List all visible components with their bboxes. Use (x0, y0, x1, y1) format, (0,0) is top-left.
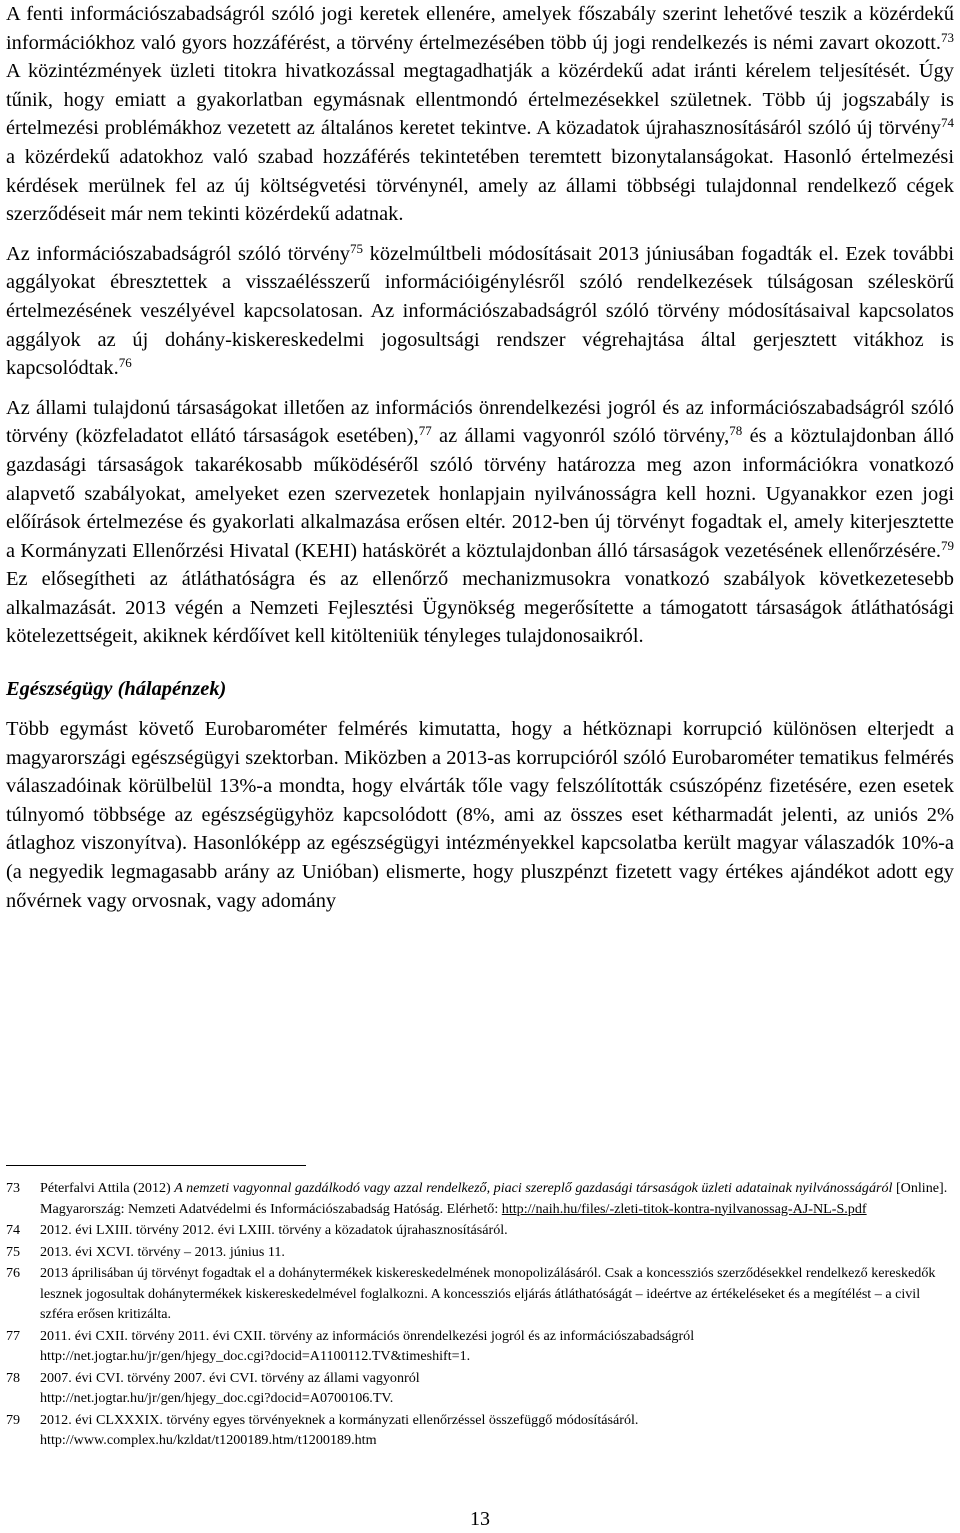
footnote-74 (6, 1220, 954, 1241)
footnote-text: 2013. évi XCVI. törvény – 2013. június 11. (40, 1243, 285, 1260)
footnote-ref-79[interactable]: 79 (941, 537, 954, 553)
paragraph-text: az állami vagyonról szóló törvény, (431, 425, 730, 448)
footnote-text: 2007. évi CVI. törvény 2007. évi CVI. törvény az állami vagyonról http://net.jogtar.hu/jr/gen/hjegy_doc.cgi?docid=A0700106.TV. (40, 1369, 420, 1406)
footnote-ref-73[interactable]: 73 (941, 29, 954, 45)
footnote-number: 76 (6, 1265, 21, 1281)
footnote-ref-75[interactable]: 75 (349, 240, 363, 256)
paragraph-text: Az állami tulajdonú társaságokat illetően az információs önrendelkezési jogról és az információszabadságról szóló törvény (közfeladatot ellátó társaságok esetében), (6, 396, 954, 448)
footnote-77 (6, 1326, 954, 1367)
footnote-ref-78[interactable]: 78 (729, 423, 743, 439)
paragraph-text: A fenti információszabadságról szóló jogi keretek ellenére, amelyek főszabály szerint lehetővé teszik a közérdekű információkhoz való gyors hozzáférést, a törvény értelmezésében több új jogi rendelkezés is némi zavart okozott. (6, 3, 954, 54)
paragraph-text: a közérdekű adatokhoz való szabad hozzáférés tekintetében teremtett bizonytalanságokat. Hasonló értelmezési kérdések merülnek fel az új költségvetési törvénynél, amely az állami többségi tulajdonnal rendelkező cégek szerződéseit már nem tekinti közérdekű adatnak. (6, 145, 954, 226)
footnote-text: 2012. évi CLXXXIX. törvény egyes törvényeknek a kormányzati ellenőrzéssel összefüggő módosításáról. http://www.complex.hu/kzldat/t1200189.htm/t1200189.htm (40, 1411, 639, 1448)
paragraph-text: Az információszabadságról szóló törvény (6, 242, 350, 265)
footnote-title: A nemzeti vagyonnal gazdálkodó vagy azzal rendelkező, piaci szereplő gazdasági társaságok üzleti adatainak nyilvánosságáról (174, 1180, 893, 1196)
paragraph-text: A közintézmények üzleti titokra hivatkozással megtagadhatják a közérdekű adat iránti kérelem teljesítését. Úgy tűnik, hogy emiatt a gyakorlatban egymásnak ellentmondó értelmezésekkel születnek. Több új jogszabály is értelmezési problémákhoz vezetett az általános keretet tekintve. A közadatok újrahasznosításáról szóló új törvény (6, 60, 954, 140)
footnote-text: 2011. évi CXII. törvény 2011. évi CXII. törvény az információs önrendelkezési jogról és az információszabadságról http://net.jogtar.hu/jr/gen/hjegy_doc.cgi?docid=A1100112.TV&timeshift=1. (40, 1327, 695, 1364)
footnote-text: 2013 áprilisában új törvényt fogadtak el a dohánytermékek kiskereskedelmének monopolizálásáról. Csak a koncessziós szerződésekkel rendelkező kereskedők lesznek jogosultak dohánytermékek kiskereskedelmével foglalkozni. A koncessziós eljárás átláthatóságát – ideértve az értékeléseket és a megítélést – a civil szféra erősen kritizálta. (40, 1265, 936, 1322)
footnote-number: 75 (6, 1243, 21, 1260)
footnote-ref-77[interactable]: 77 (418, 423, 432, 439)
footnote-number: 73 (6, 1180, 21, 1196)
paragraph-3 (6, 394, 954, 651)
footnote-text: Péterfalvi Attila (2012) A nemzeti vagyonnal gazdálkodó vagy azzal rendelkező, piaci szereplő gazdasági társaságok üzleti adatainak nyilvánosságáról [Online]. Magyarország: Nemzeti Adatvédelmi és Információszabadság Hatóság. Elérhető: http://naih.hu/files/-zleti-titok-kontra-nyilvanossag-AJ-NL-S.pdf (40, 1180, 948, 1217)
footnote-75 (6, 1242, 954, 1263)
footnote-link[interactable]: http://naih.hu/files/-zleti-titok-kontra-nyilvanossag-AJ-NL-S.pdf (501, 1200, 867, 1217)
page-number: 13 (470, 1508, 490, 1530)
paragraph-text: közelmúltbeli módosításait 2013 júniusában fogadták el. Ezek további aggályokat ébresztettek a visszaélésszerű információigénylésről szóló rendelkezések túlságosan széleskörű értelmezésének veszélyével kapcsolatosan. Az információszabadságról szóló törvény módosításaival kapcsolatos aggályok az új dohány-kiskereskedelmi jogosultsági rendszer végrehajtása által gerjesztett vitákhoz is kapcsolódtak. (6, 242, 954, 380)
footnote-number: 77 (6, 1327, 21, 1344)
footnotes (6, 1178, 954, 1452)
paragraph-4: Több egymást követő Eurobarométer felmérés kimutatta, hogy a hétköznapi korrupció különösen elterjedt a magyarországi egészségügyi szektorban. Miközben a 2013-as korrupcióról szóló Eurobarométer tematikus felmérés válaszadóinak körülbelül 13%-a mondta, hogy elvárták tőle vagy felszólították csúszópénz fizetésére, ezen esetek túlnyomó többsége az egészségügyhöz kapcsolódott (8%, ami az összes eset kétharmadát jelenti, az uniós 2% átlaghoz viszonyítva). Hasonlóképp az egészségügyi intézményekkel kapcsolatba került magyar válaszadók 10%-a (a negyedik legmagasabb arány az Unióban) elismerte, hogy pluszpénzt fizetett vagy értékes ajándékot adott egy nővérnek vagy orvosnak, vagy adomány (6, 718, 954, 912)
section-heading: Egészségügy (hálapénzek) (6, 678, 227, 701)
footnote-text: 2012. évi LXIII. törvény 2012. évi LXIII. törvény a közadatok újrahasznosításáról. (40, 1222, 508, 1238)
footnote-76 (6, 1263, 954, 1325)
footnote-number: 78 (6, 1369, 21, 1386)
footnote-url[interactable]: http://net.jogtar.hu/jr/gen/hjegy_doc.cgi?docid=A0700106.TV. (40, 1390, 394, 1406)
footnote-url[interactable]: http://www.complex.hu/kzldat/t1200189.htm/t1200189.htm (40, 1432, 377, 1448)
footnote-73 (6, 1178, 954, 1219)
paragraph-text: Ez elősegítheti az átláthatóságra és az ellenőrző mechanizmusokra vonatkozó szabályok következetesebb alkalmazását. 2013 végén a Nemzeti Fejlesztési Ügynökség megerősítette a támogatott társaságok átláthatósági kötelezettségeit, akiknek kérdőívet kell kitölteniük tényleges tulajdonosaikról. (6, 568, 954, 648)
footnote-number: 74 (6, 1222, 21, 1238)
footnote-number: 79 (6, 1411, 21, 1428)
footnote-url[interactable]: http://net.jogtar.hu/jr/gen/hjegy_doc.cgi?docid=A1100112.TV&timeshift=1. (40, 1348, 471, 1364)
footnote-79 (6, 1410, 954, 1451)
paragraph-1 (6, 0, 954, 229)
paragraph-text: és a köztulajdonban álló gazdasági társaságok takarékosabb működéséről szóló törvény határozza meg azon információkra vonatkozó alapvető szabályokat, amelyeket ezen szervezetek honlapjain nyilvánosságra kell hozni. Ugyanakkor ezen jogi előírások értelmezése és gyakorlati alkalmazása erősen eltér. 2012-ben új törvényt fogadtak el, amely kiterjesztette a Kormányzati Ellenőrzési Hivatal (KEHI) hatáskörét a köztulajdonban álló társaságok vezetésének ellenőrzésére. (6, 425, 955, 562)
paragraph-2 (6, 240, 954, 383)
footnote-78 (6, 1368, 954, 1409)
footnote-separator (6, 1165, 306, 1166)
footnote-ref-76[interactable]: 76 (118, 355, 132, 371)
footnote-ref-74[interactable]: 74 (941, 115, 954, 131)
page-body (6, 0, 954, 915)
